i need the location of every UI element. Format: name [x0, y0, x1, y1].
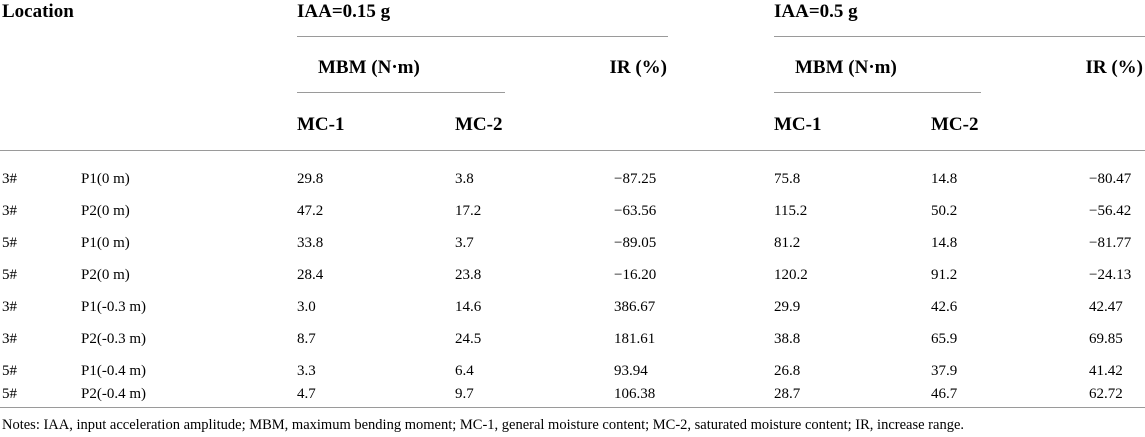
- ir-cell-b: −81.77: [1089, 235, 1132, 251]
- ir-header-a: IR (%): [609, 57, 667, 78]
- mc2-cell-a: 3.7: [455, 235, 474, 251]
- ir-cell-b: 69.85: [1089, 331, 1123, 347]
- ir-cell-b: 62.72: [1089, 386, 1123, 402]
- ir-cell-a: 93.94: [614, 363, 648, 379]
- ir-cell-a: 106.38: [614, 386, 656, 402]
- mc1-cell-a: 28.4: [297, 267, 324, 283]
- ir-cell-a: −63.56: [614, 203, 657, 219]
- rule-group-b: [774, 36, 1145, 37]
- mc2-cell-a: 17.2: [455, 203, 482, 219]
- point-cell: P2(-0.3 m): [81, 331, 146, 347]
- mc1-cell-b: 38.8: [774, 331, 801, 347]
- pile-cell: 5#: [2, 386, 17, 402]
- table-notes: Notes: IAA, input acceleration amplitude; MBM, maximum bending moment; MC-1, general moisture content; MC-2, saturated moisture content; IR, increase range.: [2, 417, 965, 433]
- ir-header-b: IR (%): [1085, 57, 1143, 78]
- point-cell: P1(-0.4 m): [81, 363, 146, 379]
- pile-cell: 5#: [2, 363, 17, 379]
- mc1-cell-a: 29.8: [297, 171, 324, 187]
- mc1-cell-a: 4.7: [297, 386, 316, 402]
- mc1-cell-a: 3.0: [297, 299, 316, 315]
- mc2-cell-b: 46.7: [931, 386, 958, 402]
- mc2-cell-b: 37.9: [931, 363, 958, 379]
- mc2-cell-b: 91.2: [931, 267, 958, 283]
- rule-mbm-a: [297, 92, 505, 93]
- ir-cell-b: −56.42: [1089, 203, 1132, 219]
- ir-cell-a: −89.05: [614, 235, 657, 251]
- pile-cell: 3#: [2, 299, 17, 315]
- mc1-header-b: MC-1: [774, 114, 822, 135]
- mbm-header-a: MBM (N·m): [318, 57, 420, 78]
- mc2-cell-a: 14.6: [455, 299, 482, 315]
- mc1-cell-b: 26.8: [774, 363, 801, 379]
- point-cell: P2(-0.4 m): [81, 386, 146, 402]
- mc1-cell-b: 120.2: [774, 267, 808, 283]
- ir-cell-b: 42.47: [1089, 299, 1123, 315]
- ir-cell-a: −87.25: [614, 171, 657, 187]
- location-header: Location: [2, 1, 74, 22]
- mc2-cell-b: 14.8: [931, 235, 958, 251]
- mc2-cell-b: 65.9: [931, 331, 958, 347]
- mc1-cell-b: 115.2: [774, 203, 808, 219]
- point-cell: P2(0 m): [81, 203, 130, 219]
- ir-cell-b: −24.13: [1089, 267, 1132, 283]
- ir-cell-b: −80.47: [1089, 171, 1132, 187]
- mc2-header-b: MC-2: [931, 114, 979, 135]
- mc2-cell-a: 6.4: [455, 363, 474, 379]
- point-cell: P1(0 m): [81, 235, 130, 251]
- ir-cell-a: 386.67: [614, 299, 656, 315]
- mc1-cell-a: 8.7: [297, 331, 316, 347]
- mc1-cell-b: 29.9: [774, 299, 801, 315]
- rule-table-bottom: [0, 407, 1145, 408]
- mc1-header-a: MC-1: [297, 114, 345, 135]
- mc1-cell-a: 3.3: [297, 363, 316, 379]
- pile-cell: 5#: [2, 267, 17, 283]
- mc2-cell-a: 24.5: [455, 331, 482, 347]
- ir-cell-a: −16.20: [614, 267, 657, 283]
- ir-cell-b: 41.42: [1089, 363, 1123, 379]
- mc2-cell-a: 23.8: [455, 267, 482, 283]
- mc2-cell-b: 50.2: [931, 203, 958, 219]
- mc2-header-a: MC-2: [455, 114, 503, 135]
- mbm-header-b: MBM (N·m): [795, 57, 897, 78]
- mc2-cell-a: 3.8: [455, 171, 474, 187]
- point-cell: P1(-0.3 m): [81, 299, 146, 315]
- rule-group-a: [297, 36, 668, 37]
- iaa-015-header: IAA=0.15 g: [297, 1, 391, 22]
- pile-cell: 3#: [2, 171, 17, 187]
- mc1-cell-b: 81.2: [774, 235, 801, 251]
- mc1-cell-a: 33.8: [297, 235, 324, 251]
- mc2-cell-b: 14.8: [931, 171, 958, 187]
- mc2-cell-b: 42.6: [931, 299, 958, 315]
- rule-mbm-b: [774, 92, 981, 93]
- pile-cell: 3#: [2, 203, 17, 219]
- pile-cell: 3#: [2, 331, 17, 347]
- mc1-cell-b: 75.8: [774, 171, 801, 187]
- point-cell: P1(0 m): [81, 171, 130, 187]
- mc1-cell-a: 47.2: [297, 203, 324, 219]
- iaa-05-header: IAA=0.5 g: [774, 1, 858, 22]
- ir-cell-a: 181.61: [614, 331, 656, 347]
- point-cell: P2(0 m): [81, 267, 130, 283]
- mc2-cell-a: 9.7: [455, 386, 474, 402]
- mc1-cell-b: 28.7: [774, 386, 801, 402]
- rule-header-bottom: [0, 150, 1145, 151]
- pile-cell: 5#: [2, 235, 17, 251]
